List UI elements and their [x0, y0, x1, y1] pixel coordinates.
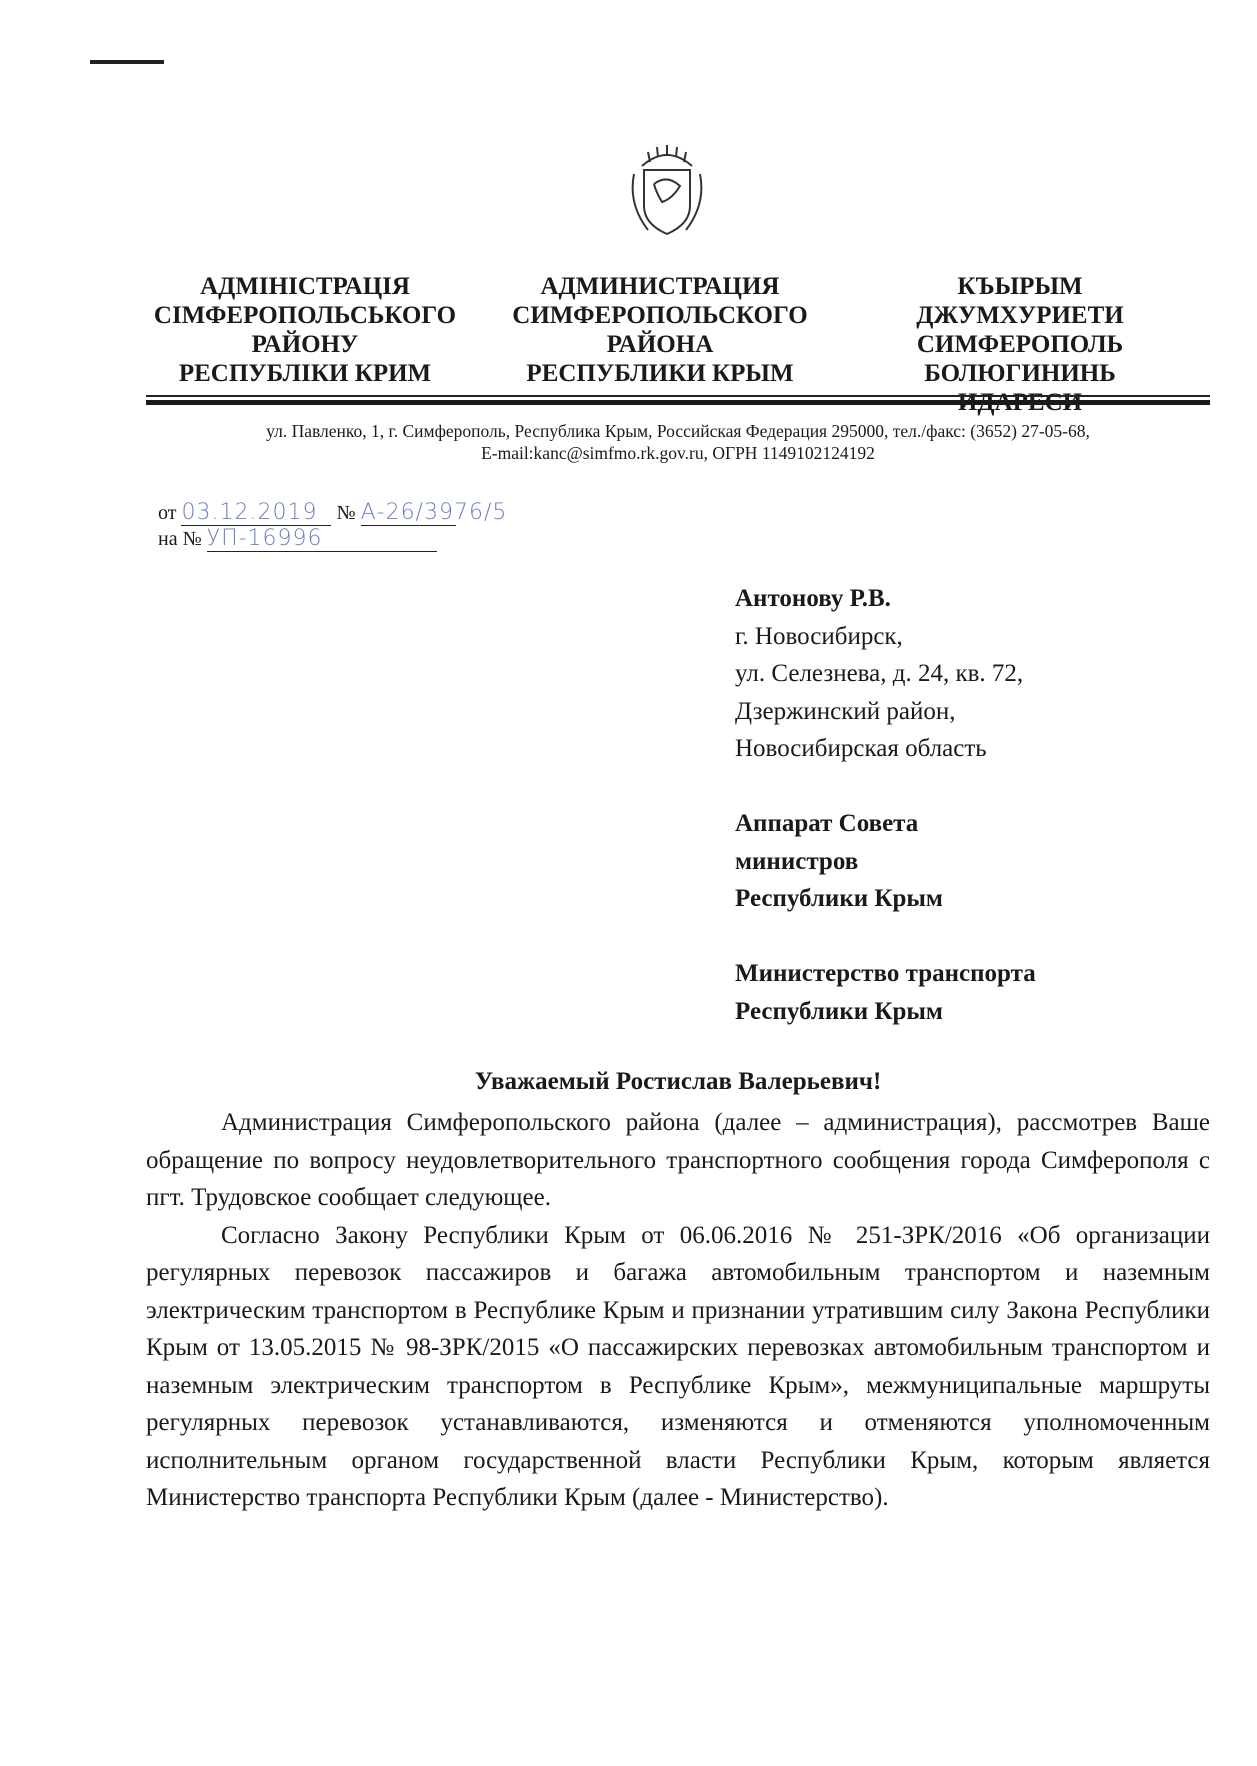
header-line: АДМИНИСТРАЦИЯ [540, 273, 780, 300]
header-line: РАЙОНА [606, 331, 714, 358]
reply-reference [158, 526, 437, 552]
recipient-address-line: г. Новосибирск, [735, 622, 903, 650]
header-line: СИМФЕРОПОЛЬСКОГО [512, 302, 808, 329]
letterhead-russian [495, 272, 825, 388]
handwritten-reply-number: УП-16996 [206, 526, 323, 551]
recipient-address-line: ул. Селезнева, д. 24, кв. 72, [735, 660, 1024, 687]
header-divider [146, 395, 1210, 397]
address-line: ул. Павленко, 1, г. Симферополь, Республика Крым, Российская Федерация 295000, тел./факс: (3652) 27-05-68, [266, 421, 1090, 441]
body-paragraph: Согласно Закону Республики Крым от 06.06.2016 № 251-ЗРК/2016 «Об организации регулярных перевозок пассажиров и багажа автомобильным транспортом и наземным электрическим транспортом в Республике Крым и признании утратившим силу Закона Республики Крым от 13.05.2015 № 98-ЗРК/2015 «О пассажирских перевозках автомобильным транспортом и наземным электрическим транспортом в Республике Крым», межмуниципальные маршруты регулярных перевозок устанавливаются, изменяются и отменяются уполномоченным исполнительным органом государственной власти Республики Крым, которым является Министерство транспорта Республики Крым (далее - Министерство). [146, 1221, 1210, 1511]
contact-line: E-mail:kanc@simfmo.rk.gov.ru, ОГРН 1149102124192 [481, 443, 875, 463]
header-line: АДМІНІСТРАЦІЯ [200, 273, 410, 300]
letterhead-ukrainian [140, 272, 470, 388]
outgoing-reference [158, 500, 508, 526]
header-line: РЕСПУБЛИКИ КРЫМ [526, 360, 794, 387]
reply-label: на № [158, 528, 202, 550]
handwritten-number: А-26/3976/5 [360, 500, 508, 525]
header-line: РАЙОНУ [251, 331, 359, 358]
scan-mark [90, 60, 164, 64]
recipient-org-line: Министерство транспорта [735, 960, 1036, 987]
header-line: БОЛЮГИНИНЬ [924, 360, 1116, 387]
body-paragraph: Администрация Симферопольского района (далее – администрация), рассмотрев Ваше обращение по вопросу неудовлетворительного транспортного сообщения города Симферополя с пгт. Трудовское сообщает следующее. [146, 1109, 1210, 1211]
header-line: КЪЫРЫМ ДЖУМХУРИЕТИ [916, 273, 1124, 329]
header-line: СІМФЕРОПОЛЬСЬКОГО [153, 302, 457, 329]
handwritten-date: 03.12.2019 [181, 500, 318, 525]
recipient-address-line: Новосибирская область [735, 735, 987, 762]
recipients [735, 580, 1036, 1030]
recipient-name: Антонову Р.В. [735, 585, 891, 612]
header-line: РЕСПУБЛІКИ КРИМ [178, 360, 432, 387]
crimea-coat-of-arms-icon [622, 144, 712, 240]
number-label: № [336, 502, 356, 524]
header-line: СИМФЕРОПОЛЬ [916, 331, 1124, 358]
header-divider-thick [146, 400, 1210, 405]
recipient-org-line: Республики Крым [735, 997, 943, 1025]
recipient-org-line: Аппарат Совета [735, 810, 919, 837]
recipient-address-line: Дзержинский район, [735, 697, 956, 725]
greeting: Уважаемый Ростислав Валерьевич! [474, 1068, 882, 1095]
recipient-org-line: министров [735, 847, 859, 875]
address-block [146, 420, 1210, 464]
from-label: от [158, 502, 177, 524]
letter-body [146, 1104, 1210, 1517]
recipient-org-line: Республики Крым [735, 885, 943, 912]
